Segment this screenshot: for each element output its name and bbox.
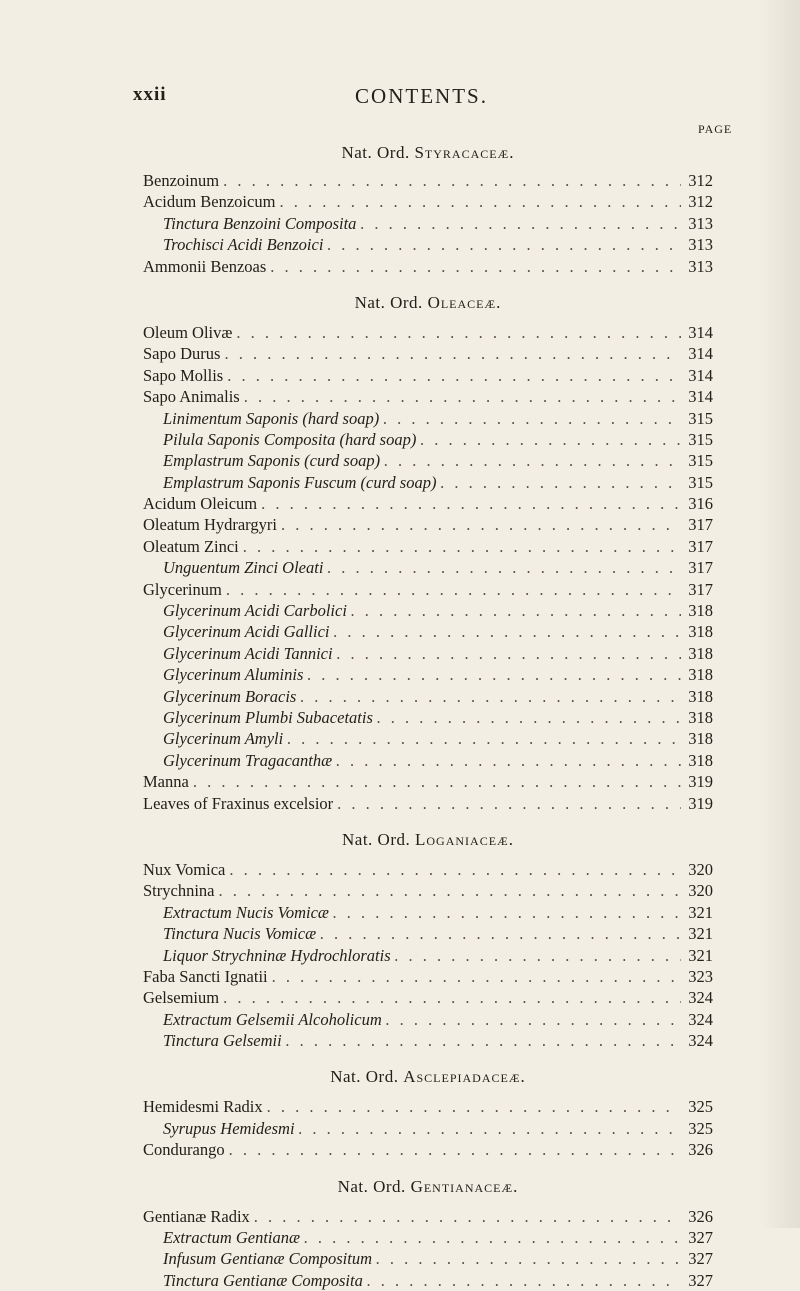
entry-name: Sapo Animalis [143,387,240,407]
entry-page-number: 323 [688,966,713,986]
section-name: Loganiaceæ. [415,829,514,849]
dot-leader [376,1248,681,1269]
toc-entry[interactable] [143,408,713,429]
entry-page-number: 312 [688,171,713,190]
toc-entry[interactable] [143,579,713,600]
toc-entry[interactable] [143,621,713,642]
toc-entry[interactable] [143,987,713,1008]
toc-entry[interactable] [143,902,713,923]
entry-name: Glycerinum Boracis [163,686,297,706]
entry-page-number: 313 [688,235,713,255]
entry-name: Linimentum Saponis (hard soap) [163,408,380,428]
section-title [143,139,713,166]
entry-name: Liquor Strychninæ Hydrochloratis [163,945,391,965]
dot-leader [300,686,681,707]
toc-entry[interactable] [143,557,713,578]
toc-section [143,289,713,814]
entry-name: Tinctura Gelsemii [163,1031,282,1051]
dot-leader [236,322,681,343]
entry-page-number: 327 [688,1249,713,1269]
section-title [143,826,713,853]
entry-name: Glycerinum Plumbi Subacetatis [163,707,373,727]
entry-name: Glycerinum Acidi Carbolici [163,601,347,621]
running-title: CONTENTS. [355,84,488,108]
entry-name: Gentianæ Radix [143,1206,250,1226]
dot-leader [272,966,681,987]
entry-name: Glycerinum Tragacanthæ [163,750,333,770]
entry-page-number: 318 [688,622,713,642]
toc-entry[interactable] [143,966,713,987]
entry-page-number: 316 [688,494,713,514]
entry-name: Leaves of Fraxinus excelsior [143,793,334,813]
entry-name: Oleum Olivæ [143,322,233,342]
entry-page-number: 325 [688,1118,713,1138]
dot-leader [333,902,681,923]
toc-entry[interactable] [143,365,713,386]
dot-leader [334,621,682,642]
section-title [143,1173,713,1200]
entry-name: Glycerinum Acidi Tannici [163,643,333,663]
entry-name: Tinctura Benzoini Composita [163,213,357,233]
toc-entry[interactable] [143,686,713,707]
dot-leader [384,450,681,471]
dot-leader [383,408,681,429]
entry-name: Sapo Mollis [143,365,224,385]
entry-name: Emplastrum Saponis (curd soap) [163,451,381,471]
entry-name: Pilula Saponis Composita (hard soap) [163,429,417,449]
toc-entry[interactable] [143,1227,713,1248]
entry-name: Syrupus Hemidesmi [163,1118,295,1138]
entry-page-number: 321 [688,924,713,944]
dot-leader [243,536,681,557]
section-prefix: Nat. Ord. [354,292,423,312]
toc-entry[interactable] [143,1009,713,1030]
dot-leader [223,170,681,191]
entry-name: Glycerinum Aluminis [163,665,304,685]
entry-name: Faba Sancti Ignatii [143,966,268,986]
toc-entry[interactable] [143,213,713,234]
section-prefix: Nat. Ord. [341,143,410,162]
entry-page-number: 317 [688,579,713,599]
entry-page-number: 318 [688,601,713,621]
dot-leader [219,880,682,901]
entry-page-number: 312 [688,192,713,212]
toc-entry[interactable] [143,728,713,749]
entry-name: Tinctura Gentianæ Composita [163,1270,363,1290]
toc-entry[interactable] [143,880,713,901]
entry-page-number: 317 [688,536,713,556]
dot-leader [226,579,681,600]
toc-entry[interactable] [143,493,713,514]
entry-name: Tinctura Nucis Vomicæ [163,924,317,944]
entry-page-number: 324 [688,1031,713,1051]
entry-page-number: 319 [688,772,713,792]
toc-entry[interactable] [143,643,713,664]
toc-entry[interactable] [143,170,713,191]
dot-leader [337,643,681,664]
entry-page-number: 318 [688,729,713,749]
dot-leader [261,493,681,514]
entry-page-number: 313 [688,256,713,276]
toc-entry[interactable] [143,1030,713,1051]
section-title [143,289,713,316]
dot-leader [367,1270,681,1291]
dot-leader [327,557,681,578]
entry-page-number: 313 [688,213,713,233]
toc-entry[interactable] [143,234,713,255]
page-edge-shadow [760,0,800,1228]
toc-entry[interactable] [143,1206,713,1227]
toc-entry[interactable] [143,472,713,493]
section-prefix: Nat. Ord. [337,1176,406,1196]
toc-entry[interactable] [143,664,713,685]
page-column-label: PAGE [698,122,733,136]
entry-page-number: 314 [688,322,713,342]
section-title [143,1063,713,1090]
entry-page-number: 318 [688,750,713,770]
entry-name: Oleatum Hydrargyri [143,515,277,535]
entry-name: Manna [143,772,189,792]
toc-entry[interactable] [143,343,713,364]
entry-page-number: 321 [688,945,713,965]
section-name: Asclepiadaceæ. [403,1067,526,1087]
entry-page-number: 318 [688,686,713,706]
dot-leader [286,1030,681,1051]
entry-name: Trochisci Acidi Benzoici [163,235,324,255]
entry-name: Extractum Nucis Vomicæ [163,902,329,922]
toc-entry[interactable] [143,793,713,814]
dot-leader [299,1118,681,1139]
entry-page-number: 314 [688,387,713,407]
entry-page-number: 318 [688,707,713,727]
toc-entry[interactable] [143,256,713,277]
section-name: Styracaceæ. [414,143,515,162]
dot-leader [224,343,681,364]
dot-leader [304,1227,681,1248]
section-name: Gentianaceæ. [410,1176,519,1196]
toc-entry[interactable] [143,386,713,407]
entry-name: Glycerinum [143,579,222,599]
entry-name: Emplastrum Saponis Fuscum (curd soap) [163,472,437,492]
table-of-contents [143,139,713,1291]
entry-page-number: 327 [688,1270,713,1290]
dot-leader [351,600,681,621]
entry-page-number: 314 [688,344,713,364]
dot-leader [229,1139,681,1160]
toc-entry[interactable] [143,923,713,944]
entry-page-number: 320 [688,859,713,879]
entry-page-number: 326 [688,1206,713,1226]
toc-entry[interactable] [143,707,713,728]
entry-name: Nux Vomica [143,859,226,879]
dot-leader [193,771,681,792]
toc-section [143,1173,713,1291]
dot-leader [307,664,681,685]
dot-leader [279,191,681,212]
dot-leader [223,987,681,1008]
entry-name: Glycerinum Amyli [163,729,284,749]
dot-leader [267,1096,681,1117]
entry-name: Unguentum Zinci Oleati [163,558,324,578]
toc-entry[interactable] [143,1270,713,1291]
toc-entry[interactable] [143,750,713,771]
entry-page-number: 317 [688,558,713,578]
entry-page-number: 327 [688,1228,713,1248]
entry-page-number: 315 [688,429,713,449]
dot-leader [337,793,681,814]
dot-leader [336,750,681,771]
entry-page-number: 315 [688,451,713,471]
toc-entry[interactable] [143,536,713,557]
toc-section [143,826,713,1052]
entry-name: Ammonii Benzoas [143,256,267,276]
entry-name: Benzoinum [143,171,220,190]
entry-name: Acidum Oleicum [143,494,258,514]
entry-name: Glycerinum Acidi Gallici [163,622,330,642]
section-name: Oleaceæ. [427,292,502,312]
section-prefix: Nat. Ord. [330,1067,399,1087]
toc-entry[interactable] [143,429,713,450]
dot-leader [320,923,681,944]
entry-page-number: 324 [688,1009,713,1029]
entry-page-number: 325 [688,1097,713,1117]
dot-leader [281,514,681,535]
entry-name: Gelsemium [143,988,220,1008]
dot-leader [395,945,681,966]
dot-leader [254,1206,681,1227]
toc-entry[interactable] [143,1118,713,1139]
toc-entry[interactable] [143,514,713,535]
toc-entry[interactable] [143,859,713,880]
toc-section [143,1063,713,1160]
page-number: xxii [133,84,167,105]
entry-page-number: 318 [688,643,713,663]
toc-entry[interactable] [143,945,713,966]
toc-entry[interactable] [143,322,713,343]
toc-entry[interactable] [143,450,713,471]
dot-leader [420,429,681,450]
dot-leader [360,213,681,234]
entry-name: Oleatum Zinci [143,536,239,556]
entry-page-number: 324 [688,988,713,1008]
dot-leader [440,472,681,493]
entry-page-number: 317 [688,515,713,535]
entry-name: Extractum Gentianæ [163,1228,301,1248]
entry-page-number: 315 [688,472,713,492]
dot-leader [229,859,681,880]
entry-page-number: 320 [688,881,713,901]
entry-page-number: 315 [688,408,713,428]
entry-name: Strychnina [143,881,215,901]
entry-page-number: 314 [688,365,713,385]
entry-name: Sapo Durus [143,344,221,364]
toc-section [143,139,713,277]
toc-entry[interactable] [143,1248,713,1269]
dot-leader [327,234,681,255]
toc-entry[interactable] [143,771,713,792]
entry-page-number: 321 [688,902,713,922]
entry-name: Infusum Gentianæ Compositum [163,1249,373,1269]
entry-name: Acidum Benzoicum [143,192,276,212]
dot-leader [227,365,681,386]
dot-leader [386,1009,681,1030]
dot-leader [270,256,681,277]
page-header [133,84,710,114]
entry-name: Hemidesmi Radix [143,1097,263,1117]
entry-page-number: 319 [688,793,713,813]
dot-leader [287,728,681,749]
section-prefix: Nat. Ord. [342,829,411,849]
toc-entry[interactable] [143,1096,713,1117]
toc-entry[interactable] [143,191,713,212]
dot-leader [377,707,681,728]
entry-page-number: 318 [688,665,713,685]
dot-leader [244,386,681,407]
entry-name: Condurango [143,1140,225,1160]
entry-page-number: 326 [688,1140,713,1160]
toc-entry[interactable] [143,600,713,621]
toc-entry[interactable] [143,1139,713,1160]
entry-name: Extractum Gelsemii Alcoholicum [163,1009,382,1029]
